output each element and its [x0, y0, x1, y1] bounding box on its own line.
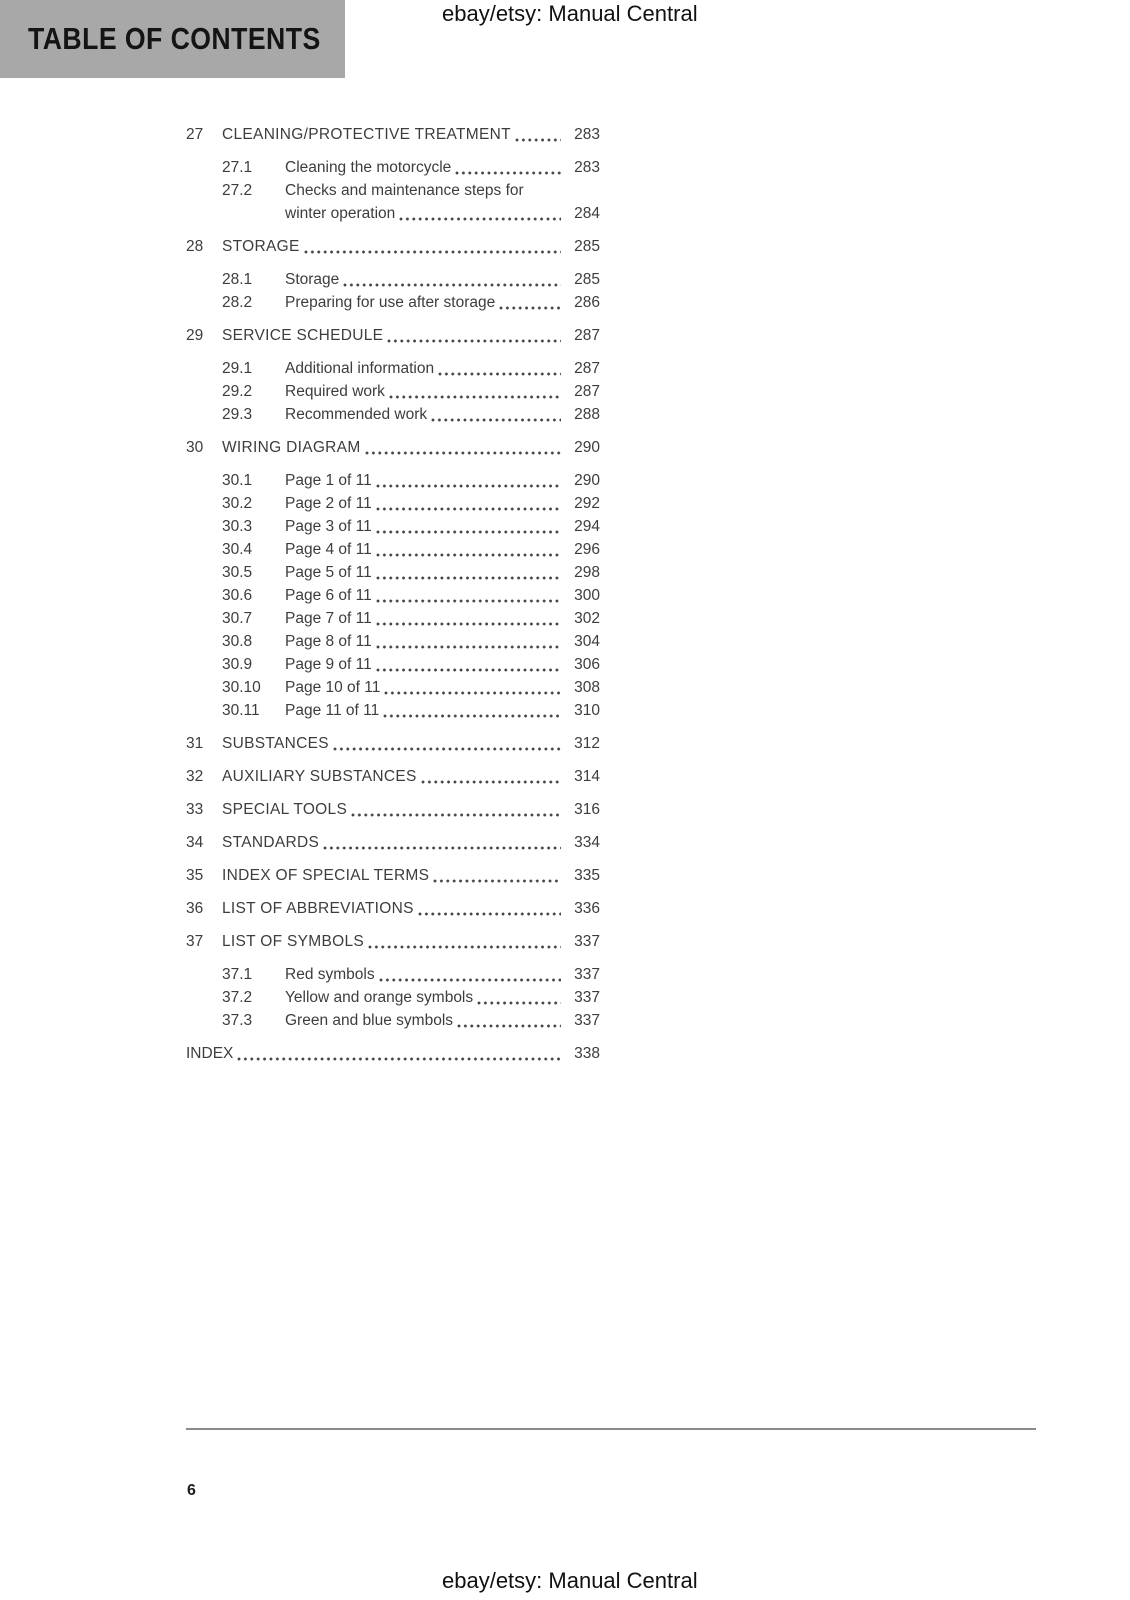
toc-entry-title: Page 8 of 11 — [285, 633, 372, 650]
dot-leader — [457, 1024, 561, 1028]
toc-chapter-number — [186, 584, 222, 607]
toc-entry-title: Recommended work — [285, 406, 428, 423]
toc-row — [186, 732, 600, 755]
toc-chapter-number — [186, 179, 222, 202]
toc-entry-page-number: 337 — [574, 966, 600, 983]
toc-entry-title: SERVICE SCHEDULE — [222, 327, 384, 344]
toc-entry-title: Page 4 of 11 — [285, 541, 372, 558]
toc-entry-title: Storage — [285, 271, 340, 288]
toc-entry-page-number: 284 — [574, 205, 600, 222]
toc-entry-title: SPECIAL TOOLS — [222, 801, 348, 818]
toc-entry-title: Page 7 of 11 — [285, 610, 372, 627]
toc-entry-title: Page 1 of 11 — [285, 472, 372, 489]
toc-row — [186, 963, 600, 986]
toc-entry-page-number: 287 — [574, 327, 600, 344]
toc-chapter-number — [186, 403, 222, 426]
dot-leader — [418, 912, 561, 916]
toc-chapter-number: 36 — [186, 900, 204, 917]
toc-chapter-number: 31 — [186, 735, 204, 752]
toc-entry-page-number: 337 — [574, 1012, 600, 1029]
toc-chapter-number — [186, 986, 222, 1009]
dot-leader — [376, 599, 561, 603]
toc-chapter-number: 30 — [186, 439, 204, 456]
toc-entry-page-number: 302 — [574, 610, 600, 627]
toc-entry-title: AUXILIARY SUBSTANCES — [222, 768, 417, 785]
toc-entry-title: Page 11 of 11 — [285, 702, 380, 719]
toc-chapter-number: 29 — [186, 327, 204, 344]
toc-subsection-number: 37.2 — [222, 989, 253, 1006]
dot-leader — [376, 668, 561, 672]
toc-row — [186, 380, 600, 403]
toc-subsection-number: 27.1 — [222, 159, 253, 176]
toc-subsection-number: 30.3 — [222, 518, 253, 535]
dot-leader — [431, 418, 561, 422]
toc-row — [186, 1009, 600, 1032]
banner-label: TABLE OF CONTENTS — [28, 21, 321, 56]
footer-divider-rule — [186, 1428, 1036, 1430]
dot-leader — [421, 780, 561, 784]
toc-entry-title: CLEANING/PROTECTIVE TREATMENT — [222, 126, 511, 143]
toc-chapter-number: 33 — [186, 801, 204, 818]
dot-leader — [351, 813, 561, 817]
toc-chapter-number: 34 — [186, 834, 204, 851]
toc-subsection-number: 29.1 — [222, 360, 253, 377]
dot-leader — [455, 171, 561, 175]
toc-row — [186, 403, 600, 426]
toc-subsection-number: 30.8 — [222, 633, 253, 650]
toc-chapter-number: 28 — [186, 238, 204, 255]
dot-leader — [384, 691, 561, 695]
toc-chapter-number: 37 — [186, 933, 204, 950]
toc-entry-title: Red symbols — [285, 966, 375, 983]
toc-chapter-number — [186, 492, 222, 515]
toc-chapter-number — [186, 538, 222, 561]
toc-row — [186, 492, 600, 515]
toc-subsection-number: 30.2 — [222, 495, 253, 512]
dot-leader — [376, 645, 561, 649]
toc-entry-title: Yellow and orange symbols — [285, 989, 474, 1006]
toc-entry-title: STORAGE — [222, 238, 300, 255]
dot-leader — [383, 714, 561, 718]
toc-entry-title: LIST OF SYMBOLS — [222, 933, 365, 950]
dot-leader — [379, 978, 561, 982]
dot-leader — [433, 879, 561, 883]
toc-row — [186, 930, 600, 953]
toc-row — [186, 1042, 600, 1065]
page-footer-title: ebay/etsy: Manual Central — [442, 1568, 698, 1593]
toc-entry-title: winter operation — [285, 205, 396, 222]
toc-subsection-number: 30.11 — [222, 702, 260, 719]
toc-entry-page-number: 316 — [574, 801, 600, 818]
toc-entry-page-number: 298 — [574, 564, 600, 581]
toc-row — [186, 897, 600, 920]
toc-row — [186, 123, 600, 146]
dot-leader — [333, 747, 561, 751]
toc-entry-title: INDEX — [186, 1045, 234, 1062]
toc-subsection-number — [222, 202, 285, 225]
toc-subsection-number: 30.10 — [222, 679, 261, 696]
toc-row — [186, 179, 600, 202]
toc-row — [186, 515, 600, 538]
toc-entry-title: Green and blue symbols — [285, 1012, 454, 1029]
dot-leader — [304, 250, 561, 254]
toc-entry-page-number: 283 — [574, 126, 600, 143]
toc-entry-page-number: 296 — [574, 541, 600, 558]
toc-subsection-number: 30.6 — [222, 587, 253, 604]
toc-chapter-number — [186, 607, 222, 630]
toc-subsection-number: 30.1 — [222, 472, 253, 489]
toc-chapter-number — [186, 653, 222, 676]
toc-row — [186, 202, 600, 225]
dot-leader — [376, 484, 561, 488]
toc-entry-page-number: 335 — [574, 867, 600, 884]
toc-row — [186, 653, 600, 676]
toc-row — [186, 156, 600, 179]
toc-row — [186, 765, 600, 788]
toc-row — [186, 291, 600, 314]
toc-subsection-number: 30.9 — [222, 656, 253, 673]
table-of-contents-banner — [0, 0, 345, 78]
dot-leader — [376, 576, 561, 580]
toc-entry-page-number: 300 — [574, 587, 600, 604]
toc-chapter-number: 27 — [186, 126, 204, 143]
dot-leader — [368, 945, 561, 949]
dot-leader — [399, 217, 561, 221]
dot-leader — [376, 530, 561, 534]
toc-entry-page-number: 285 — [574, 271, 600, 288]
toc-entry-page-number: 308 — [574, 679, 600, 696]
toc-entry-page-number: 304 — [574, 633, 600, 650]
toc-chapter-number: 32 — [186, 768, 204, 785]
toc-chapter-number — [186, 357, 222, 380]
toc-chapter-number — [186, 699, 222, 722]
toc-row — [186, 324, 600, 347]
toc-chapter-number — [186, 630, 222, 653]
toc-row — [186, 699, 600, 722]
toc-chapter-number — [186, 156, 222, 179]
toc-entry-page-number: 290 — [574, 472, 600, 489]
toc-entry-title: INDEX OF SPECIAL TERMS — [222, 867, 430, 884]
toc-entry-title: Required work — [285, 383, 385, 400]
toc-row — [186, 268, 600, 291]
dot-leader — [515, 138, 561, 142]
toc-entry-title: Cleaning the motorcycle — [285, 159, 452, 176]
dot-leader — [389, 395, 561, 399]
dot-leader — [365, 451, 561, 455]
page-header-title: ebay/etsy: Manual Central — [442, 1, 698, 26]
dot-leader — [376, 507, 561, 511]
toc-entry-page-number: 337 — [574, 989, 600, 1006]
dot-leader — [387, 339, 561, 343]
dot-leader — [376, 553, 561, 557]
toc-entry-title: Page 5 of 11 — [285, 564, 372, 581]
toc-subsection-number: 29.3 — [222, 406, 253, 423]
toc-subsection-number: 30.4 — [222, 541, 253, 558]
toc-chapter-number — [186, 561, 222, 584]
dot-leader — [237, 1057, 561, 1061]
toc-entry-page-number: 312 — [574, 735, 600, 752]
toc-entry-title: SUBSTANCES — [222, 735, 329, 752]
toc-entry-title: Additional information — [285, 360, 435, 377]
dot-leader — [499, 306, 561, 310]
toc-chapter-number — [186, 380, 222, 403]
toc-entry-page-number: 286 — [574, 294, 600, 311]
toc-entry-page-number: 283 — [574, 159, 600, 176]
toc-row — [186, 864, 600, 887]
toc-row — [186, 538, 600, 561]
toc-entry-title: Checks and maintenance steps for — [285, 182, 524, 199]
table-of-contents-list — [186, 113, 600, 1075]
toc-entry-page-number: 287 — [574, 383, 600, 400]
toc-row — [186, 798, 600, 821]
toc-subsection-number: 28.2 — [222, 294, 253, 311]
toc-entry-title: Page 9 of 11 — [285, 656, 372, 673]
toc-subsection-number: 30.7 — [222, 610, 253, 627]
toc-entry-title: LIST OF ABBREVIATIONS — [222, 900, 414, 917]
toc-row — [186, 607, 600, 630]
toc-entry-title: Page 6 of 11 — [285, 587, 372, 604]
toc-chapter-number — [186, 202, 222, 225]
toc-subsection-number: 28.1 — [222, 271, 253, 288]
toc-entry-page-number: 338 — [574, 1045, 600, 1062]
dot-leader — [438, 372, 561, 376]
toc-entry-page-number: 287 — [574, 360, 600, 377]
toc-entry-page-number: 285 — [574, 238, 600, 255]
toc-row — [186, 630, 600, 653]
toc-chapter-number — [186, 515, 222, 538]
dot-leader — [343, 283, 561, 287]
toc-row — [186, 584, 600, 607]
toc-entry-page-number: 336 — [574, 900, 600, 917]
toc-row — [186, 357, 600, 380]
toc-entry-title: Page 2 of 11 — [285, 495, 372, 512]
toc-row — [186, 436, 600, 459]
toc-chapter-number — [186, 469, 222, 492]
toc-chapter-number — [186, 676, 222, 699]
toc-chapter-number — [186, 291, 222, 314]
toc-subsection-number: 37.3 — [222, 1012, 253, 1029]
toc-entry-title: Page 10 of 11 — [285, 679, 381, 696]
toc-chapter-number: 35 — [186, 867, 204, 884]
toc-row — [186, 986, 600, 1009]
toc-subsection-number: 37.1 — [222, 966, 253, 983]
toc-entry-page-number: 294 — [574, 518, 600, 535]
toc-entry-page-number: 292 — [574, 495, 600, 512]
toc-entry-page-number: 337 — [574, 933, 600, 950]
toc-row — [186, 676, 600, 699]
toc-entry-page-number: 290 — [574, 439, 600, 456]
toc-entry-title: STANDARDS — [222, 834, 320, 851]
toc-row — [186, 831, 600, 854]
page-number: 6 — [187, 1482, 196, 1499]
toc-row — [186, 561, 600, 584]
toc-entry-title: WIRING DIAGRAM — [222, 439, 361, 456]
toc-chapter-number — [186, 963, 222, 986]
toc-row — [186, 469, 600, 492]
toc-entry-page-number: 314 — [574, 768, 600, 785]
toc-entry-title: Page 3 of 11 — [285, 518, 372, 535]
toc-subsection-number: 30.5 — [222, 564, 253, 581]
toc-chapter-number — [186, 1009, 222, 1032]
toc-entry-page-number: 288 — [574, 406, 600, 423]
dot-leader — [376, 622, 561, 626]
toc-subsection-number: 27.2 — [222, 182, 253, 199]
toc-entry-page-number: 306 — [574, 656, 600, 673]
dot-leader — [477, 1001, 561, 1005]
toc-row — [186, 235, 600, 258]
toc-chapter-number — [186, 268, 222, 291]
toc-entry-page-number: 334 — [574, 834, 600, 851]
toc-subsection-number: 29.2 — [222, 383, 253, 400]
toc-entry-title: Preparing for use after storage — [285, 294, 496, 311]
toc-entry-page-number: 310 — [574, 702, 600, 719]
dot-leader — [323, 846, 561, 850]
